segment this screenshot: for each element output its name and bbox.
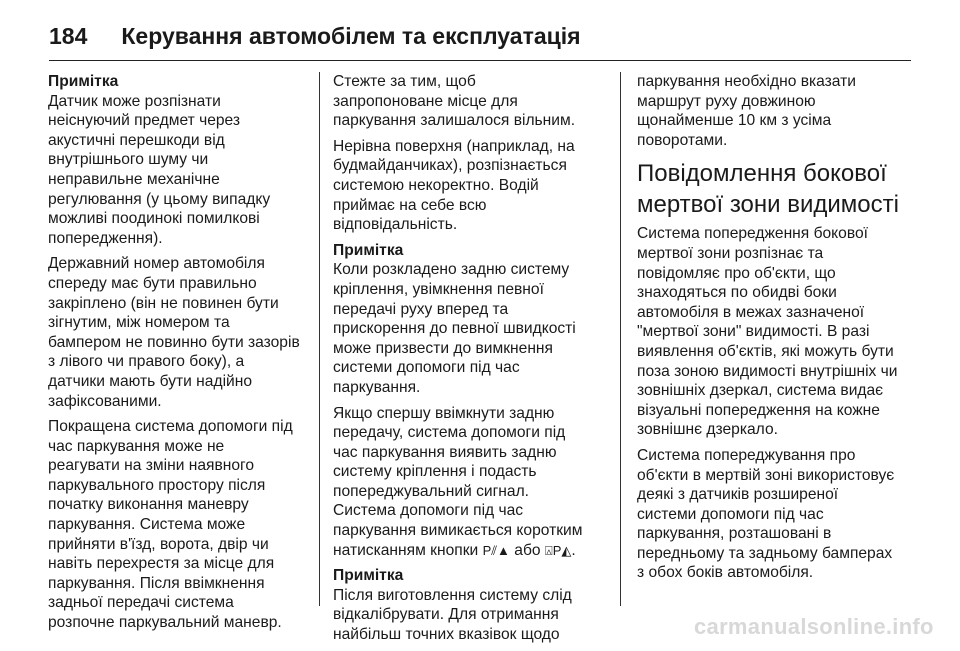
paragraph [48, 417, 308, 633]
text-line: акустичні перешкоди від [48, 131, 225, 149]
text-line: систему кріплення і подасть [333, 463, 537, 481]
heading-line: Повідомлення бокової [637, 160, 887, 188]
text-line: зафіксованими. [48, 392, 162, 410]
text-fragment: натисканням кнопки [333, 541, 479, 559]
text-line: з лівого чи правого боку), а [48, 353, 245, 371]
text-line: Коли розкладено задню систему [333, 261, 570, 279]
text-line: регулювання (у цьому випадку [48, 190, 271, 208]
text-line: повідомляє про об'єкти, що [637, 264, 836, 282]
text-line: реагувати на зміни наявного [48, 457, 255, 475]
text-line: прискорення до певної швидкості [333, 320, 576, 338]
text-line: поза зоною видимості внутрішніх чи [637, 362, 898, 380]
text-line: візуальні попередження на кожне [637, 401, 880, 419]
text-line: Датчик може розпізнати [48, 92, 221, 110]
paragraph [637, 446, 897, 583]
text-line: системи допомоги під час [637, 505, 824, 523]
text-line: час паркування може не [48, 437, 225, 455]
page-header [49, 12, 911, 61]
text-line: Якщо спершу ввімкнути задню [333, 404, 555, 422]
text-line: паркування. Після ввімкнення [48, 574, 265, 592]
note-title: Примітка [333, 241, 404, 259]
paragraph [333, 137, 593, 235]
text-line: задньої передачі система [48, 594, 234, 612]
text-fragment: або [514, 541, 541, 559]
text-line: зовнішнє дзеркало. [637, 421, 778, 439]
text-line: виявлення об'єктів, які можуть бути [637, 342, 894, 360]
note-block-2 [333, 241, 593, 398]
note-block-1 [48, 72, 308, 248]
text-line: знаходяться по обидві боки [637, 284, 837, 302]
column-divider-2 [620, 72, 621, 606]
column-3 [637, 72, 897, 589]
text-line: розпочне паркувальний маневр. [48, 614, 282, 632]
text-line: попереджувальний сигнал. [333, 482, 530, 500]
note-title: Примітка [333, 567, 404, 585]
text-line: Система допомоги під час [333, 502, 524, 520]
text-line: час паркування виявить задню [333, 443, 557, 461]
text-line: поворотами. [637, 131, 728, 149]
text-line: паркування. [333, 378, 421, 396]
text-line: паркування вимикається коротким [333, 522, 583, 540]
text-line: паркування. Система може [48, 516, 246, 534]
text-line: зовнішніх дзеркал, система видає [637, 382, 884, 400]
text-line: кріплення, увімкнення певної [333, 280, 544, 298]
paragraph [333, 404, 593, 561]
text-line: маршрут руху довжиною [637, 92, 816, 110]
text-line: передачу, система допомоги під [333, 424, 566, 442]
text-line: будмайданчиках), розпізнається [333, 157, 567, 175]
text-line: автомобіля в межах зазначеної [637, 303, 865, 321]
text-line: системи допомоги під час [333, 359, 520, 377]
paragraph [48, 254, 308, 411]
text-line: неіснуючий предмет через [48, 112, 241, 130]
text-line: закріплено (він не повинен бути [48, 294, 279, 312]
text-line: Після виготовлення систему слід [333, 586, 572, 604]
text-line: передньому та задньому бамперах [637, 544, 893, 562]
text-line: Система попередження бокової [637, 225, 868, 243]
heading-line: мертвої зони видимості [637, 191, 899, 219]
text-line: внутрішнього шуму чи [48, 151, 209, 169]
text-line: щонайменше 10 км з усіма [637, 112, 832, 130]
paragraph [637, 224, 897, 440]
text-line: Державний номер автомобіля [48, 255, 265, 273]
paragraph [333, 72, 593, 131]
text-line: бампером не повинно бути зазорів [48, 333, 300, 351]
paragraph [637, 72, 897, 150]
page-number: 184 [49, 22, 88, 49]
text-line: Система попереджування про [637, 446, 856, 464]
text-line: паркування, розташовані в [637, 525, 832, 543]
text-fragment: . [571, 541, 576, 559]
parking-sensor-button-icon: ⍓P◭ [544, 542, 572, 558]
text-line: мертвої зони розпізнає та [637, 244, 824, 262]
text-line: може призвести до вимкнення [333, 339, 553, 357]
watermark: carmanualsonline.info [694, 614, 934, 639]
text-line-with-icons [333, 541, 593, 561]
text-line: приймає на себе всю [333, 196, 487, 214]
column-divider-1 [319, 72, 320, 606]
note-title: Примітка [48, 73, 119, 90]
text-line: Стежте за тим, щоб [333, 73, 476, 90]
text-line: паркувального простору після [48, 476, 266, 494]
text-line: відповідальність. [333, 216, 458, 234]
text-line: "мертвої зони" видимості. В разі [637, 323, 870, 341]
text-line: Нерівна поверхня (наприклад, на [333, 137, 575, 155]
text-line: навіть перехрестя за місце для [48, 555, 275, 573]
text-line: з обох боків автомобіля. [637, 564, 814, 582]
text-line: початку виконання маневру [48, 496, 249, 514]
text-line: паркування залишалося вільним. [333, 112, 576, 130]
text-line: можливі поодинокі помилкові [48, 210, 260, 228]
section-heading [637, 158, 897, 220]
text-line: неправильне механічне [48, 170, 220, 188]
text-line: паркування необхідно вказати [637, 73, 856, 90]
text-line: Покращена система допомоги під [48, 418, 293, 436]
text-line: прийняти в'їзд, ворота, двір чи [48, 535, 269, 553]
column-1 [48, 72, 308, 639]
text-line: запропоноване місце для [333, 92, 518, 110]
text-line: попередження). [48, 229, 163, 247]
text-line: системою некоректно. Водій [333, 176, 539, 194]
text-line: датчики мають бути надійно [48, 372, 253, 390]
text-line: деякі з датчиків розширеної [637, 486, 839, 504]
page-title: Керування автомобілем та експлуатація [121, 22, 581, 49]
text-line: зігнутим, між номером та [48, 314, 230, 332]
text-line: передачі руху вперед та [333, 300, 509, 318]
text-line: найбільш точних вказівок щодо [333, 626, 560, 644]
text-line: відкалібрувати. Для отримання [333, 606, 559, 624]
column-2 [333, 72, 593, 651]
parking-assist-button-icon: P⫽▲ [482, 542, 510, 558]
note-block-3 [333, 566, 593, 644]
text-line: об'єкти в мертвій зоні використовує [637, 466, 895, 484]
text-line: спереду має бути правильно [48, 274, 257, 292]
